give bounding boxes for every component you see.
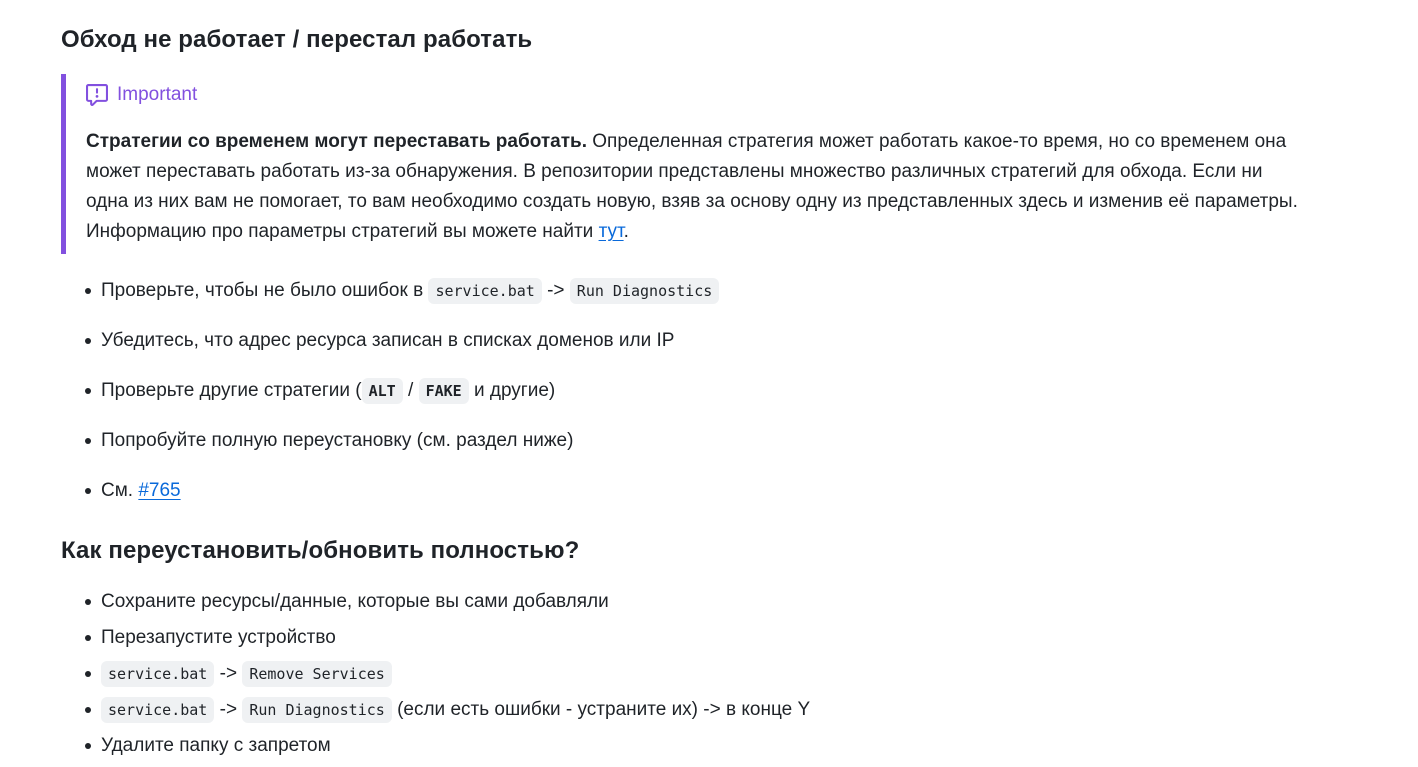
list-item-text: Убедитесь, что адрес ресурса записан в списках доменов или IP (101, 330, 675, 351)
list-item (61, 695, 810, 725)
alert-bold-text: Стратегии со временем могут переставать работать. (86, 131, 587, 152)
list-item (61, 376, 719, 406)
code-service-bat: service.bat (101, 661, 214, 687)
separator-text: / (402, 380, 419, 401)
list-item-text: (если есть ошибки - устраните их) -> в конце Y (391, 699, 811, 720)
code-alt: ALT (362, 378, 403, 404)
list-item (61, 587, 810, 617)
code-service-bat: service.bat (101, 697, 214, 723)
list-item (61, 326, 719, 356)
list-item-text: См. (101, 480, 139, 501)
list-item (61, 476, 719, 506)
issue-765-link[interactable]: #765 (138, 480, 181, 501)
code-service-bat: service.bat (428, 278, 541, 304)
section-heading-reinstall: Как переустановить/обновить полностью? (61, 537, 580, 564)
alert-title-label: Important (117, 84, 198, 105)
list-item-text: Проверьте, чтобы не было ошибок в (101, 280, 429, 301)
list-item (61, 426, 719, 456)
section-heading-bypass: Обход не работает / перестал работать (61, 26, 533, 53)
alert-body (86, 127, 1301, 247)
list-item-text: Попробуйте полную переустановку (см. раздел ниже) (101, 430, 574, 451)
list-item (61, 623, 810, 653)
list-item-text: и другие) (468, 380, 556, 401)
list-item (61, 659, 810, 689)
troubleshoot-list (61, 276, 719, 526)
alert-title (86, 84, 197, 106)
list-item-text: Сохраните ресурсы/данные, которые вы сами добавляли (101, 591, 609, 612)
code-fake: FAKE (419, 378, 469, 404)
alert-end-text: . (623, 221, 629, 242)
arrow-text: -> (214, 699, 243, 720)
arrow-text: -> (214, 663, 243, 684)
report-icon (86, 84, 108, 106)
list-item-text: Проверьте другие стратегии ( (101, 380, 362, 401)
important-alert (61, 74, 1301, 254)
reinstall-list (61, 587, 810, 767)
code-run-diagnostics: Run Diagnostics (242, 697, 391, 723)
list-item (61, 276, 719, 306)
code-run-diagnostics: Run Diagnostics (570, 278, 719, 304)
alert-text: Определенная стратегия может работать какое-то время, но со временем она может переставать работать из-за обнаружения. В репозитории представлены множество различных стратегий для обхода. Если ни одна из них вам не помогает, то вам необходимо создать новую, взяв за основу одну из представленных здесь и изменив её параметры. Информацию про параметры стратегий вы можете найти (86, 131, 1298, 242)
list-item-text: Удалите папку с запретом (101, 735, 331, 756)
arrow-text: -> (541, 280, 570, 301)
list-item (61, 731, 810, 761)
strategy-params-link[interactable]: тут (598, 221, 624, 242)
list-item-text: Перезапустите устройство (101, 627, 336, 648)
code-remove-services: Remove Services (242, 661, 391, 687)
